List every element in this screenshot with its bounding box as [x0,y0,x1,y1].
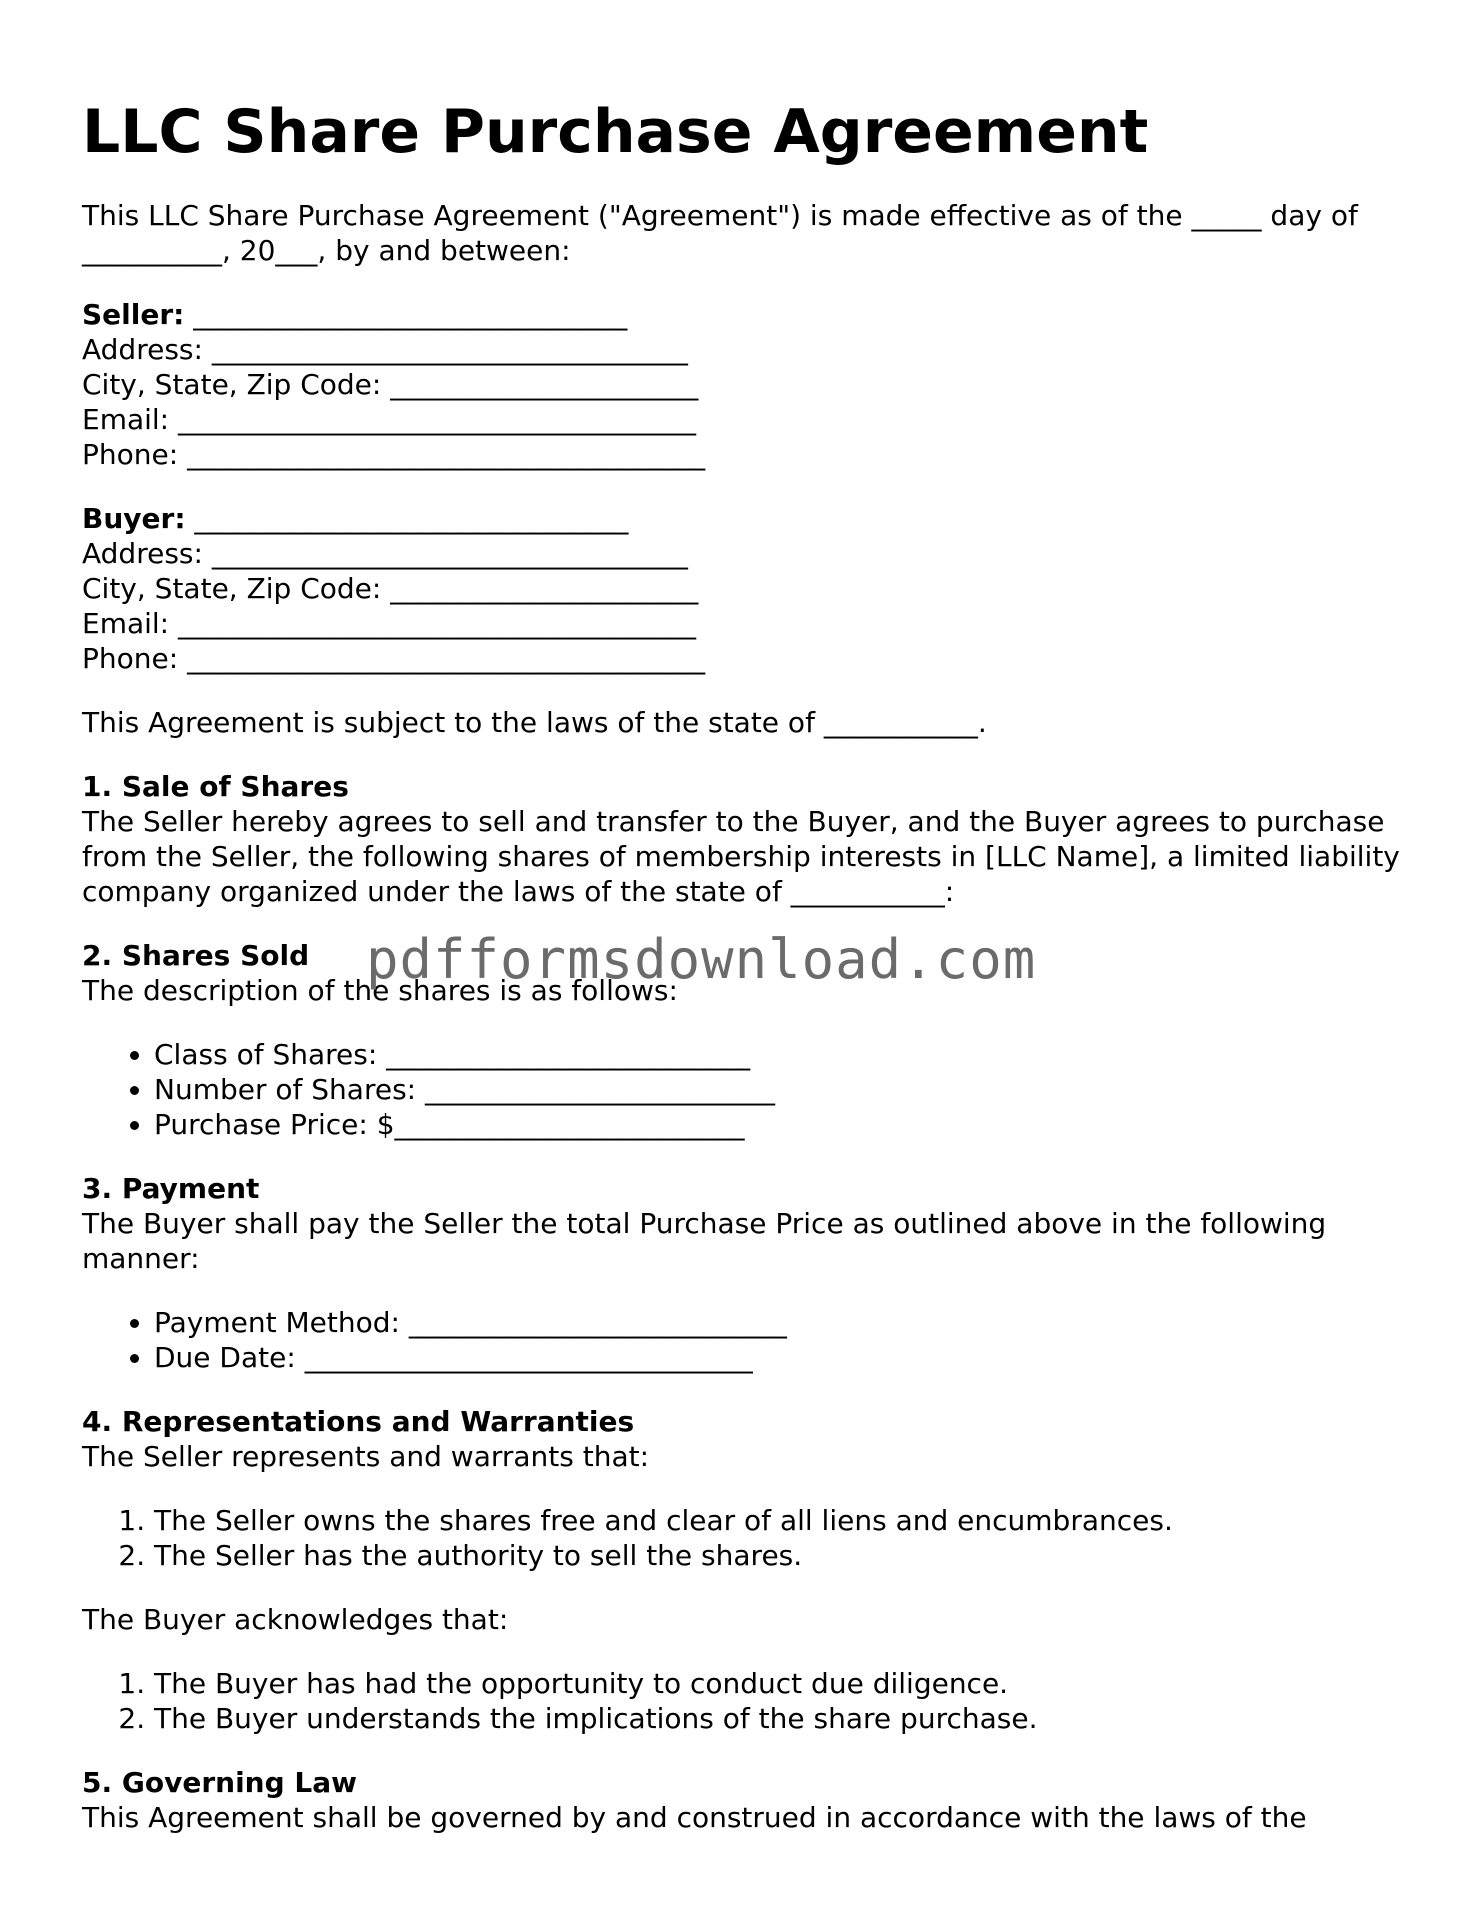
list-item: • Class of Shares: __________________________ [154,1037,1412,1072]
section-5-body: This Agreement shall be governed by and construed in accordance with the laws of the [82,1801,1307,1834]
list-item: • Due Date: ________________________________ [154,1340,1412,1375]
seller-phone-line: Phone: _____________________________________ [82,438,706,471]
seller-warranties-list [82,1503,1412,1573]
document-title: LLC Share Purchase Agreement [82,97,1149,167]
shares-list [82,1037,1412,1142]
section-4-heading: 4. Representations and Warranties [82,1405,635,1438]
buyer-name-blank: _______________________________ [185,502,629,535]
intro-paragraph: This LLC Share Purchase Agreement ("Agreement") is made effective as of the _____ day of __________, 20___, by and between: [82,199,1358,267]
law-statement: This Agreement is subject to the laws of the state of ___________. [82,706,987,739]
section-4-buyer-intro: The Buyer acknowledges that: [82,1603,509,1636]
seller-email-line: Email: _____________________________________ [82,403,697,436]
buyer-acknowledgements-list [82,1666,1412,1736]
list-item: 1. The Buyer has had the opportunity to conduct due diligence. [154,1666,1412,1701]
payment-list [82,1305,1412,1375]
buyer-phone-line: Phone: _____________________________________ [82,642,706,675]
section-2-body: The description of the shares is as follows: [82,974,678,1007]
list-item: • Purchase Price: $_________________________ [154,1107,1412,1142]
buyer-name-line [82,501,1412,536]
section-5-heading: 5. Governing Law [82,1766,357,1799]
seller-name-blank: _______________________________ [184,298,628,331]
section-2-heading: 2. Shares Sold [82,939,310,972]
seller-name-line [82,297,1412,332]
seller-address-line: Address: __________________________________ [82,333,688,366]
section-4-seller-intro: The Seller represents and warrants that: [82,1440,650,1473]
list-item: • Payment Method: ___________________________ [154,1305,1412,1340]
buyer-email-line: Email: _____________________________________ [82,607,697,640]
list-item: 2. The Buyer understands the implications of the share purchase. [154,1701,1412,1736]
section-3-body: The Buyer shall pay the Seller the total Purchase Price as outlined above in the following manner: [82,1207,1327,1275]
watermark: pdfformsdownload.com [366,928,1037,991]
section-1-heading: 1. Sale of Shares [82,770,349,803]
buyer-label: Buyer: [82,502,186,535]
buyer-city-line: City, State, Zip Code: ______________________ [82,572,699,605]
buyer-block [82,501,1412,676]
section-1-body: The Seller hereby agrees to sell and transfer to the Buyer, and the Buyer agrees to purchase from the Seller, the following shares of membership interests in [LLC Name], a limited liability company organized under the laws of the state of ___________: [82,805,1400,908]
seller-block [82,297,1412,472]
list-item: • Number of Shares: _________________________ [154,1072,1412,1107]
section-3-heading: 3. Payment [82,1172,260,1205]
list-item: 1. The Seller owns the shares free and clear of all liens and encumbrances. [154,1503,1412,1538]
seller-city-line: City, State, Zip Code: ______________________ [82,368,699,401]
buyer-address-line: Address: __________________________________ [82,537,688,570]
seller-label: Seller: [82,298,185,331]
list-item: 2. The Seller has the authority to sell the shares. [154,1538,1412,1573]
